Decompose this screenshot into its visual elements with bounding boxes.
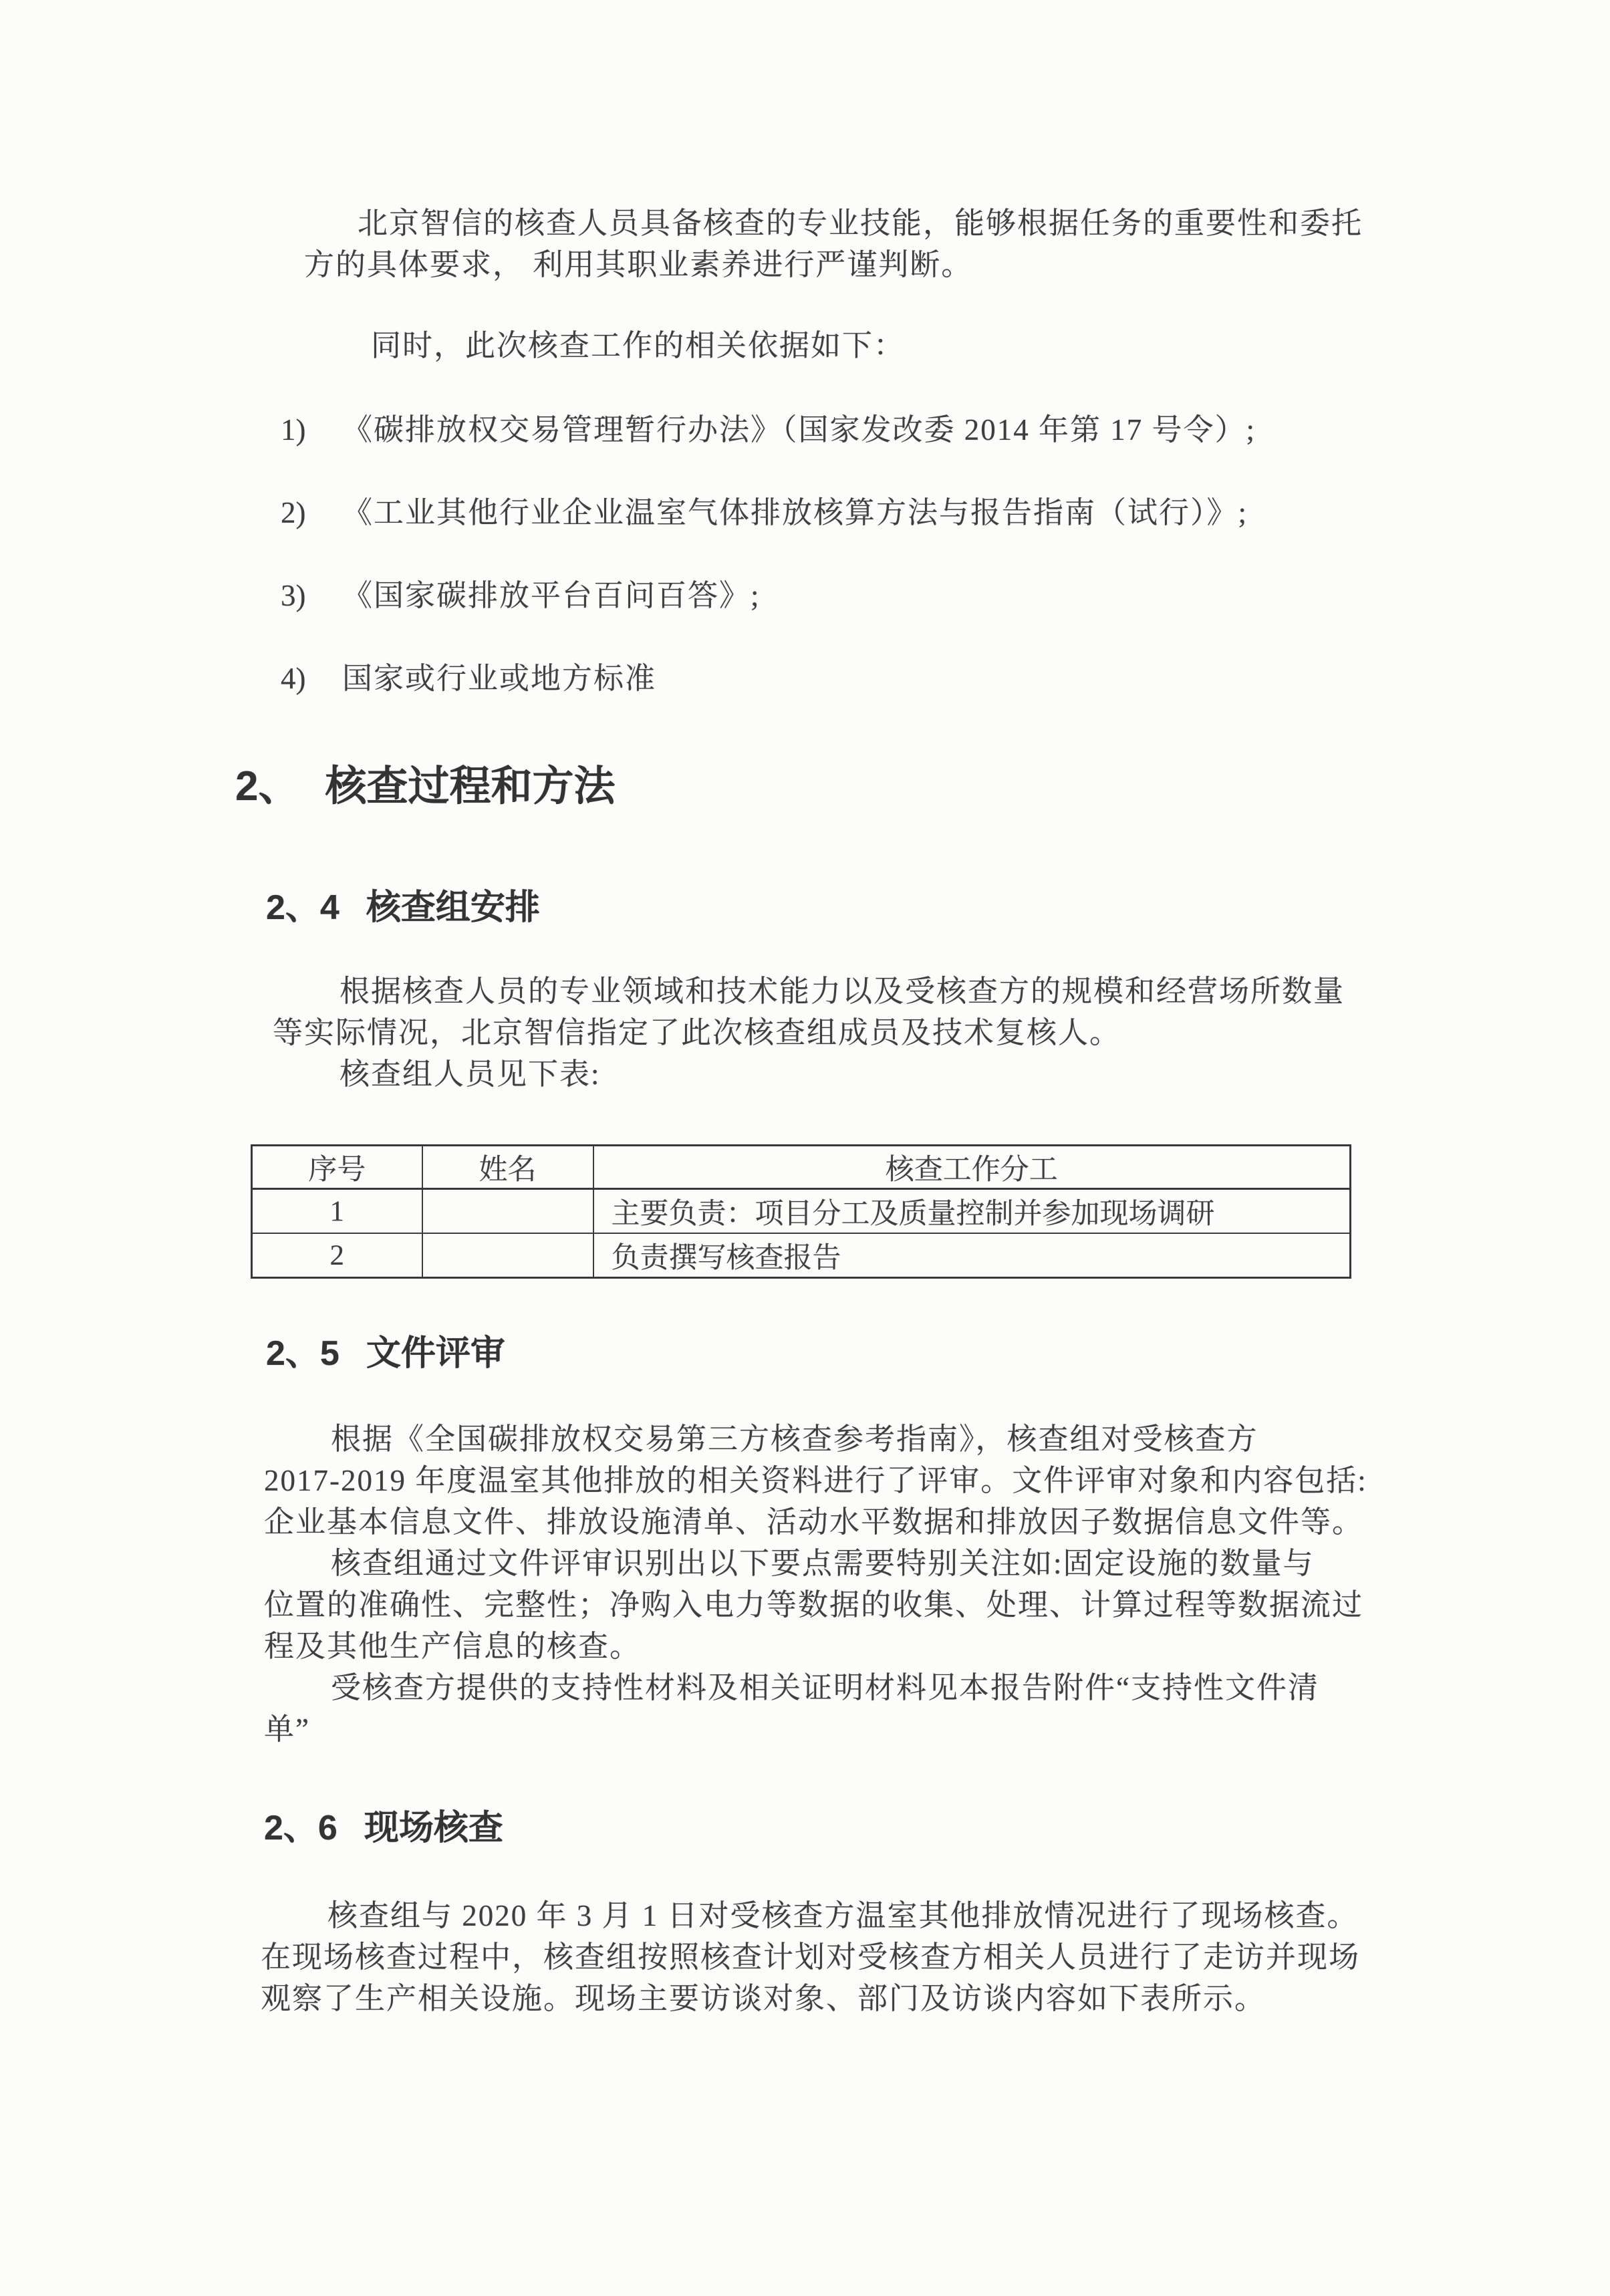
table-header-name: 姓名 bbox=[422, 1146, 593, 1189]
basis-list bbox=[281, 409, 1256, 741]
paragraph-line: 企业基本信息文件、排放设施清单、活动水平数据和排放因子数据信息文件等。 bbox=[264, 1505, 1364, 1539]
paragraph-line: 2017-2019 年度温室其他排放的相关资料进行了评审。文件评审对象和内容包括: bbox=[264, 1464, 1367, 1497]
subsection-heading-number: 2、4 bbox=[266, 888, 340, 927]
subsection-heading-title: 现场核查 bbox=[364, 1809, 503, 1847]
paragraph-document-review bbox=[264, 1418, 1367, 1750]
subsection-heading-26 bbox=[264, 1808, 503, 1848]
paragraph-site-visit bbox=[261, 1895, 1360, 2019]
table-cell-serial: 2 bbox=[252, 1233, 422, 1278]
table-cell-name bbox=[422, 1233, 593, 1278]
paragraph-line: 单” bbox=[264, 1712, 310, 1746]
subsection-heading-24 bbox=[266, 888, 540, 928]
section-heading-number: 2、 bbox=[235, 763, 300, 809]
table-header-row bbox=[252, 1146, 1351, 1189]
subsection-heading-title: 文件评审 bbox=[366, 1334, 505, 1373]
list-item-number: 1) bbox=[281, 413, 306, 447]
list-item-number: 2) bbox=[281, 496, 306, 529]
list-item bbox=[281, 409, 1256, 451]
paragraph-basis-intro bbox=[304, 325, 905, 366]
section-heading-title: 核查过程和方法 bbox=[325, 763, 616, 809]
table-cell-serial: 1 bbox=[252, 1189, 422, 1234]
section-heading-2 bbox=[235, 763, 616, 810]
list-item-number: 4) bbox=[281, 662, 306, 695]
table-cell-name bbox=[422, 1189, 593, 1234]
subsection-heading-number: 2、6 bbox=[264, 1809, 338, 1847]
paragraph-line: 受核查方提供的支持性材料及相关证明材料见本报告附件“支持性文件清 bbox=[331, 1671, 1319, 1704]
paragraph-line: 方的具体要求， 利用其职业素养进行严谨判断。 bbox=[304, 248, 973, 281]
paragraph-line: 根据核查人员的专业领域和技术能力以及受核查方的规模和经营场所数量 bbox=[340, 975, 1345, 1008]
table-cell-duty: 负责撰写核查报告 bbox=[593, 1233, 1351, 1278]
paragraph-line: 核查组与 2020 年 3 月 1 日对受核查方温室其他排放情况进行了现场核查。 bbox=[327, 1899, 1359, 1932]
list-item-text: 《碳排放权交易管理暂行办法》（国家发改委 2014 年第 17 号令）; bbox=[342, 413, 1256, 447]
paragraph-line: 观察了生产相关设施。现场主要访谈对象、部门及访谈内容如下表所示。 bbox=[261, 1982, 1266, 2015]
paragraph-verifier-capability bbox=[304, 203, 1363, 285]
table-row bbox=[252, 1233, 1351, 1278]
list-item bbox=[281, 658, 1256, 699]
paragraph-line: 在现场核查过程中，核查组按照核查计划对受核查方相关人员进行了走访并现场 bbox=[261, 1940, 1361, 1974]
list-item-text: 国家或行业或地方标准 bbox=[342, 662, 657, 695]
paragraph-line: 根据《全国碳排放权交易第三方核查参考指南》，核查组对受核查方 bbox=[331, 1422, 1258, 1456]
list-item-text: 《国家碳排放平台百问百答》; bbox=[342, 579, 761, 612]
list-item bbox=[281, 492, 1256, 533]
table-row bbox=[252, 1189, 1351, 1234]
paragraph-line: 等实际情况，北京智信指定了此次核查组成员及技术复核人。 bbox=[273, 1016, 1121, 1049]
table-cell-duty: 主要负责：项目分工及质量控制并参加现场调研 bbox=[593, 1189, 1351, 1234]
paragraph-line: 北京智信的核查人员具备核查的专业技能，能够根据任务的重要性和委托 bbox=[358, 207, 1363, 240]
paragraph-line: 程及其他生产信息的核查。 bbox=[264, 1630, 642, 1663]
paragraph-line: 核查组人员见下表: bbox=[340, 1057, 601, 1091]
paragraph-team-arrangement bbox=[273, 971, 1345, 1095]
subsection-heading-25 bbox=[266, 1333, 505, 1374]
list-item bbox=[281, 575, 1256, 616]
subsection-heading-number: 2、5 bbox=[266, 1334, 340, 1373]
table-header-serial: 序号 bbox=[252, 1146, 422, 1189]
subsection-heading-title: 核查组安排 bbox=[366, 888, 540, 927]
paragraph-line: 位置的准确性、完整性；净购入电力等数据的收集、处理、计算过程等数据流过 bbox=[264, 1588, 1364, 1622]
table-header-duty: 核查工作分工 bbox=[593, 1146, 1351, 1189]
paragraph-line: 同时，此次核查工作的相关依据如下： bbox=[371, 329, 906, 362]
verification-team-table bbox=[251, 1144, 1351, 1279]
list-item-number: 3) bbox=[281, 579, 306, 612]
paragraph-line: 核查组通过文件评审识别出以下要点需要特别关注如:固定设施的数量与 bbox=[331, 1547, 1315, 1580]
list-item-text: 《工业其他行业企业温室气体排放核算方法与报告指南（试行）》; bbox=[342, 496, 1248, 529]
